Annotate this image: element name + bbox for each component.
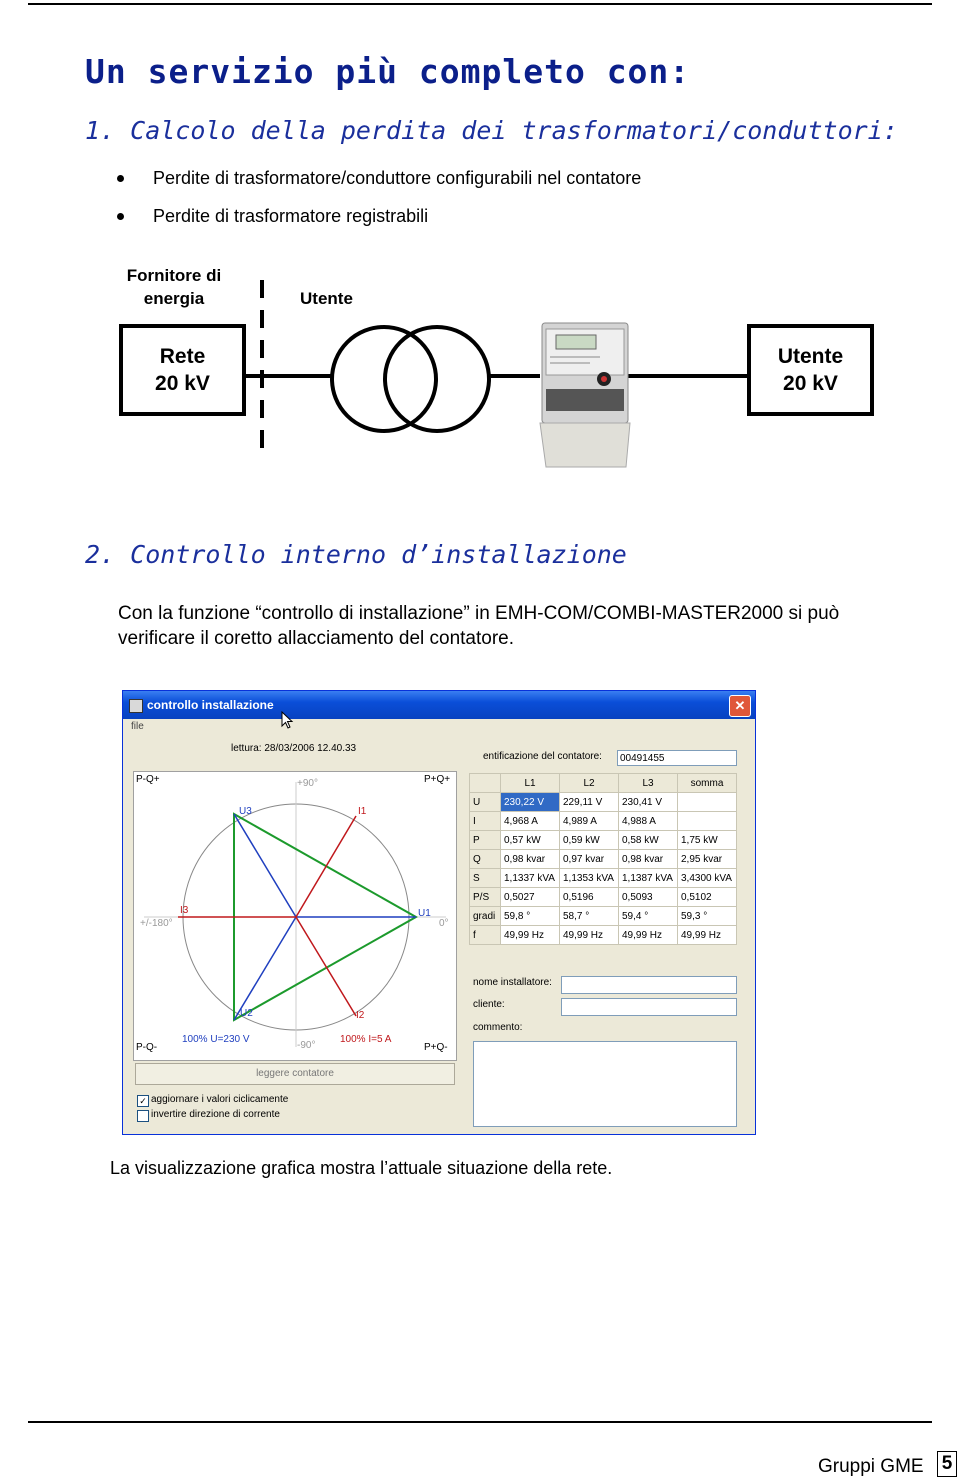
column-header: L2 [560, 774, 619, 793]
table-cell[interactable]: 49,99 Hz [678, 926, 737, 945]
transformer-diagram [240, 275, 760, 475]
footer-label: Gruppi GME [818, 1456, 924, 1477]
table-row [470, 888, 737, 907]
row-label: gradi [470, 907, 501, 926]
cyclic-update-checkbox[interactable]: ✓ [137, 1095, 149, 1107]
table-cell[interactable]: 0,98 kvar [501, 850, 560, 869]
column-header: L3 [619, 774, 678, 793]
section-2-heading: 2. Controllo interno d’installazione [85, 540, 627, 569]
page-number: 5 [937, 1451, 957, 1477]
supplier-label: Fornitore di energia [126, 266, 222, 308]
customer-label: cliente: [473, 999, 505, 1010]
i3-label: I3 [180, 905, 189, 916]
quadrant-label: P+Q+ [424, 774, 451, 785]
table-header-row [470, 774, 737, 793]
table-cell[interactable]: 230,22 V [501, 793, 560, 812]
row-label: I [470, 812, 501, 831]
current-scale-label: 100% I=5 A [340, 1034, 392, 1045]
meter-id-label: entificazione del contatore: [483, 751, 602, 762]
table-cell[interactable]: 1,1353 kVA [560, 869, 619, 888]
meter-id-field[interactable]: 00491455 [617, 750, 737, 766]
table-cell[interactable]: 0,5102 [678, 888, 737, 907]
u3-label: U3 [239, 806, 252, 817]
i1-vector [296, 816, 356, 917]
quadrant-label: P-Q- [136, 1042, 158, 1053]
row-label: P/S [470, 888, 501, 907]
installer-name-label: nome installatore: [473, 977, 552, 988]
screenshot-caption: La visualizzazione grafica mostra l’attuale situazione della rete. [110, 1158, 613, 1178]
table-cell[interactable] [678, 812, 737, 831]
bullet-item: Perdite di trasformatore/conduttore configurabili nel contatore [117, 164, 641, 202]
comment-textarea[interactable] [473, 1041, 737, 1127]
i1-label: I1 [358, 806, 367, 817]
angle-label: -90° [297, 1040, 316, 1051]
table-cell[interactable]: 49,99 Hz [619, 926, 678, 945]
table-cell[interactable] [678, 793, 737, 812]
i2-vector [296, 917, 356, 1016]
menu-file[interactable]: file [131, 721, 144, 732]
quadrant-label: P+Q- [424, 1042, 448, 1053]
table-cell[interactable]: 4,989 A [560, 812, 619, 831]
user-box: Utente 20 kV [747, 324, 874, 416]
u3-vector [234, 814, 296, 917]
user-label: Utente [300, 289, 353, 308]
bullet-list [117, 164, 641, 240]
table-cell[interactable]: 59,3 ° [678, 907, 737, 926]
row-label: S [470, 869, 501, 888]
row-label: P [470, 831, 501, 850]
table-row [470, 907, 737, 926]
table-cell[interactable]: 0,97 kvar [560, 850, 619, 869]
table-cell[interactable]: 0,5196 [560, 888, 619, 907]
column-header: L1 [501, 774, 560, 793]
angle-label: 0° [439, 918, 449, 929]
table-cell[interactable]: 4,988 A [619, 812, 678, 831]
customer-field[interactable] [561, 998, 737, 1016]
voltage-scale-label: 100% U=230 V [182, 1034, 250, 1045]
table-row [470, 926, 737, 945]
u1-label: U1 [418, 908, 431, 919]
row-label: f [470, 926, 501, 945]
table-cell[interactable]: 4,968 A [501, 812, 560, 831]
app-icon [129, 699, 143, 713]
table-cell[interactable]: 0,5093 [619, 888, 678, 907]
table-cell[interactable]: 59,8 ° [501, 907, 560, 926]
angle-label: +90° [297, 778, 318, 789]
table-cell[interactable]: 0,58 kW [619, 831, 678, 850]
table-row [470, 869, 737, 888]
table-row [470, 812, 737, 831]
close-button[interactable]: ✕ [729, 695, 751, 717]
table-cell[interactable]: 1,75 kW [678, 831, 737, 850]
u2-label: U2 [240, 1008, 253, 1019]
grid-box: Rete 20 kV [119, 324, 246, 416]
table-cell[interactable]: 49,99 Hz [560, 926, 619, 945]
meter-device [540, 323, 630, 467]
mouse-cursor-icon [281, 711, 295, 731]
i2-label: I2 [356, 1010, 365, 1021]
quadrant-label: P-Q+ [136, 774, 160, 785]
cyclic-update-label: aggiornare i valori ciclicamente [151, 1094, 289, 1105]
window-titlebar[interactable] [123, 691, 755, 719]
row-label: U [470, 793, 501, 812]
window-title: controllo installazione [147, 698, 274, 712]
table-cell[interactable]: 0,59 kW [560, 831, 619, 850]
table-cell[interactable]: 59,4 ° [619, 907, 678, 926]
invert-current-label: invertire direzione di corrente [151, 1109, 280, 1120]
table-cell[interactable]: 230,41 V [619, 793, 678, 812]
table-cell[interactable]: 58,7 ° [560, 907, 619, 926]
u2-vector [234, 917, 296, 1020]
section-1-heading: 1. Calcolo della perdita dei trasformatori/conduttori: [85, 116, 898, 145]
table-row [470, 850, 737, 869]
table-row [470, 793, 737, 812]
phasor-diagram [133, 771, 457, 1061]
reading-timestamp: lettura: 28/03/2006 12.40.33 [231, 743, 357, 754]
bottom-rule [28, 1421, 932, 1423]
description-paragraph: Con la funzione “controllo di installazione” in EMH-COM/COMBI-MASTER2000 si può verificare il coretto allacciamento del contatore. [118, 603, 840, 649]
angle-label: +/-180° [140, 918, 173, 929]
column-header: somma [678, 774, 737, 793]
table-cell[interactable]: 0,5027 [501, 888, 560, 907]
table-cell[interactable]: 3,4300 kVA [678, 869, 737, 888]
invert-current-checkbox[interactable] [137, 1110, 149, 1122]
page-title: Un servizio più completo con: [85, 52, 691, 91]
read-meter-button[interactable]: leggere contatore [135, 1063, 455, 1085]
table-cell[interactable]: 1,1387 kVA [619, 869, 678, 888]
table-row [470, 831, 737, 850]
table-cell[interactable]: 49,99 Hz [501, 926, 560, 945]
comment-label: commento: [473, 1022, 523, 1033]
table-cell[interactable]: 0,98 kvar [619, 850, 678, 869]
top-rule [28, 3, 932, 5]
measurement-table [469, 773, 737, 945]
installation-check-window [122, 690, 756, 1135]
installer-name-field[interactable] [561, 976, 737, 994]
table-cell[interactable]: 229,11 V [560, 793, 619, 812]
bullet-item: Perdite di trasformatore registrabili [117, 202, 641, 240]
table-cell[interactable]: 1,1337 kVA [501, 869, 560, 888]
table-cell[interactable]: 2,95 kvar [678, 850, 737, 869]
table-cell[interactable]: 0,57 kW [501, 831, 560, 850]
row-label: Q [470, 850, 501, 869]
